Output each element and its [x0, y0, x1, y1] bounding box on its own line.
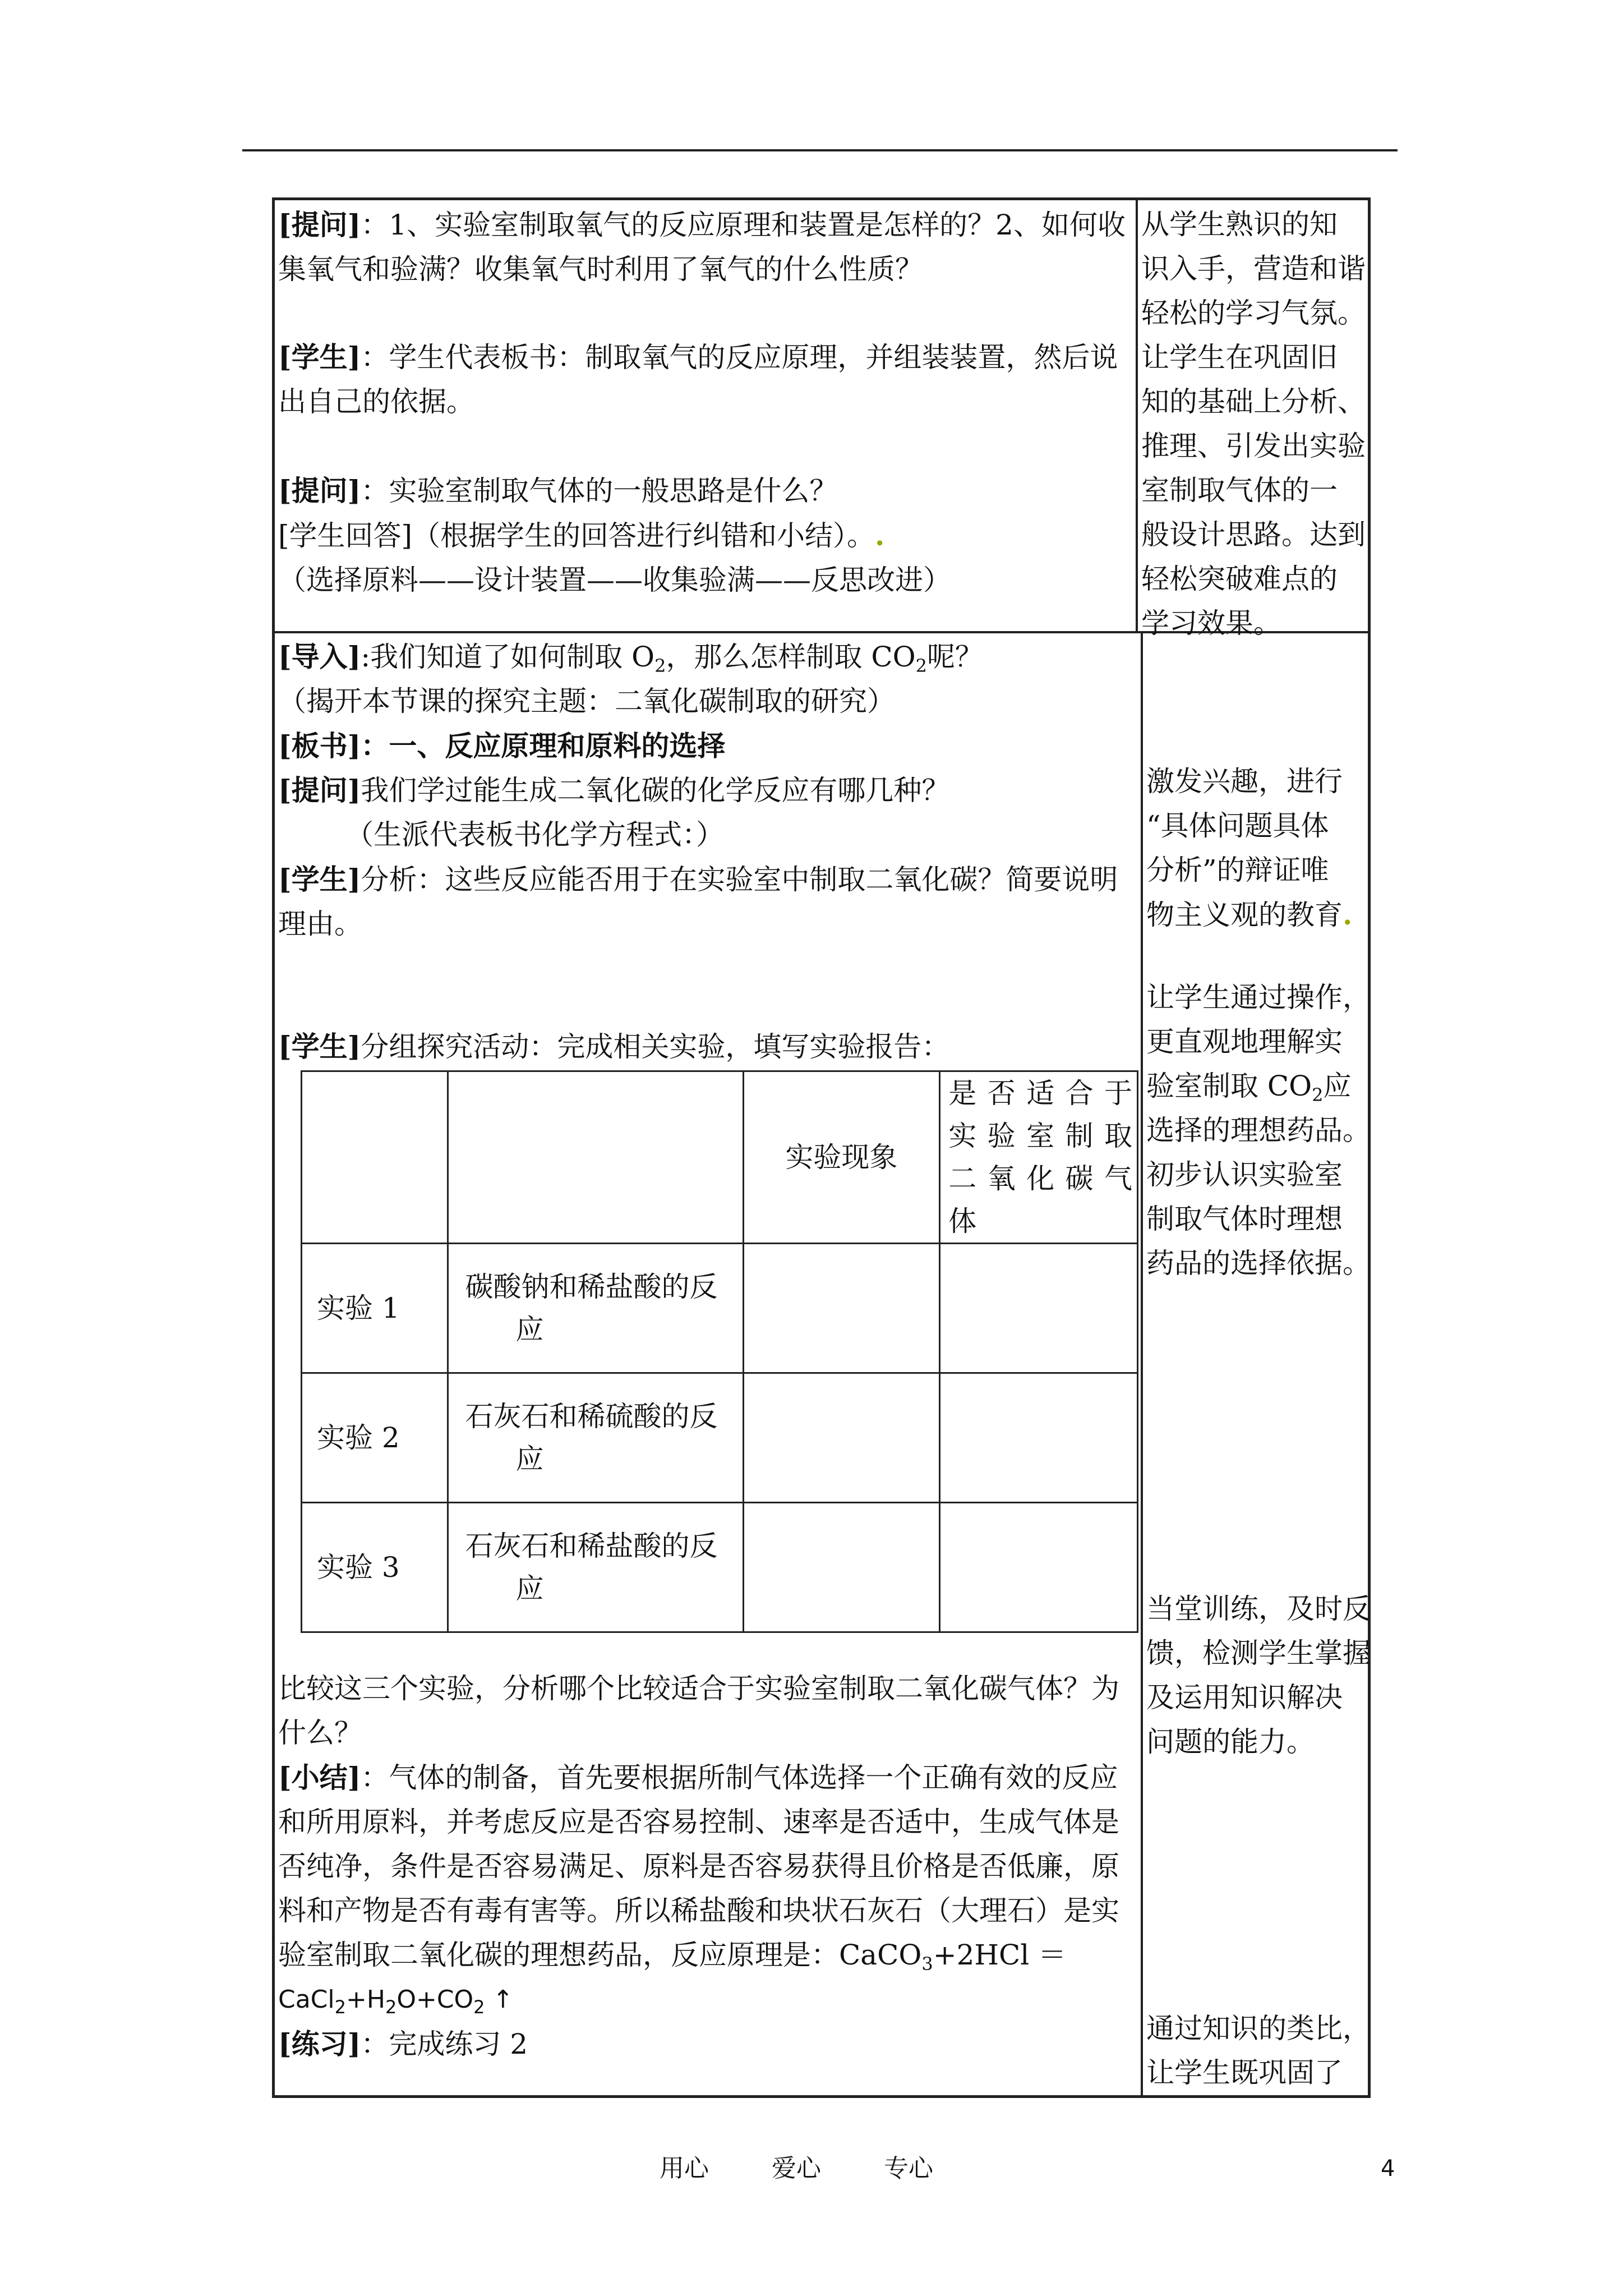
- text-line: （选择原料——设计装置——收集验满——反思改进）: [278, 564, 951, 596]
- text-line: 和所用原料，并考虑反应是否容易控制、速率是否适中，生成气体是: [278, 1806, 1119, 1838]
- suitable-blank[interactable]: [940, 1503, 1138, 1632]
- experiment-reaction: 石灰石和稀盐酸的反 应: [448, 1503, 743, 1632]
- suitable-blank[interactable]: [940, 1373, 1138, 1503]
- phenomenon-blank[interactable]: [743, 1503, 940, 1632]
- table-row-review: [275, 200, 1368, 639]
- table-row: [302, 1503, 1138, 1632]
- text-line: [学生]分析：这些反应能否用于在实验室中制取二氧化碳？简要说明: [278, 863, 1118, 896]
- table-cell: [448, 1071, 743, 1244]
- text-line: 理由。: [278, 908, 362, 940]
- text-line: [学生]：学生代表板书：制取氧气的反应原理，并组装装置，然后说: [278, 341, 1118, 374]
- side-line: 般设计思路。达到: [1141, 518, 1366, 551]
- phenomenon-blank[interactable]: [743, 1244, 940, 1373]
- text-line: [学生回答]（根据学生的回答进行纠错和小结）。.: [278, 519, 885, 552]
- side-line: 从学生熟识的知: [1141, 208, 1338, 241]
- text-line: [学生]分组探究活动：完成相关实验，填写实验报告：: [278, 1030, 950, 1063]
- text-line: [提问]：1、实验室制取氧气的反应原理和装置是怎样的？2、如何收: [278, 208, 1126, 241]
- side-line: 知的基础上分析、: [1141, 385, 1366, 418]
- side-line: 学习效果。: [1141, 607, 1281, 639]
- side-line: 更直观地理解实: [1146, 1025, 1343, 1058]
- side-line: 推理、引发出实验: [1141, 430, 1366, 462]
- experiment-name: 实验 2: [302, 1373, 448, 1503]
- side-line: 物主义观的教育.: [1146, 898, 1353, 931]
- table-row: [302, 1244, 1138, 1373]
- footer-motto: 专心: [884, 2154, 933, 2183]
- side-line: 问题的能力。: [1146, 1726, 1315, 1758]
- text-line: [板书]：一、反应原理和原料的选择: [278, 729, 726, 762]
- side-line: 轻松的学习气氛。: [1141, 297, 1366, 329]
- side-line: 识入手，营造和谐: [1141, 252, 1366, 285]
- side-line: 室制取气体的一: [1141, 474, 1338, 507]
- side-line: “具体问题具体: [1146, 809, 1329, 842]
- page-number: 4: [1381, 2156, 1395, 2182]
- text-line: [练习]：完成练习 2: [278, 2027, 528, 2060]
- equation-line: $CaCl_2+H_2O+CO_2$ ↑: [278, 1985, 514, 2018]
- side-line: 分析”的辩证唯: [1146, 854, 1329, 886]
- side-line: 制取气体时理想: [1146, 1203, 1343, 1235]
- experiment-name: 实验 3: [302, 1503, 448, 1632]
- side-line: 通过知识的类比，: [1146, 2012, 1371, 2045]
- side-line: 选择的理想药品。: [1146, 1114, 1371, 1147]
- experiment-reaction: 石灰石和稀硫酸的反 应: [448, 1373, 743, 1503]
- experiment-table: [301, 1070, 1138, 1633]
- text-line: 比较这三个实验，分析哪个比较适合于实验室制取二氧化碳气体？为: [278, 1672, 1119, 1705]
- text-line: 什么？: [278, 1717, 362, 1749]
- main-cell: [275, 200, 1138, 631]
- side-line: 让学生既巩固了: [1146, 2056, 1343, 2089]
- main-cell: [275, 633, 1143, 2095]
- side-cell: [1143, 633, 1371, 2095]
- footer-motto: 用心: [660, 2154, 709, 2183]
- lesson-plan-table: [272, 197, 1371, 2098]
- text-line: [导入]:我们知道了如何制取 $O_2$，那么怎样制取 $CO_2$呢？: [278, 640, 983, 677]
- text-line: [小结]：气体的制备，首先要根据所制气体选择一个正确有效的反应: [278, 1761, 1118, 1794]
- text-line: （生派代表板书化学方程式：）: [345, 818, 724, 851]
- side-line: 初步认识实验室: [1146, 1158, 1343, 1191]
- side-line: 让学生在巩固旧: [1141, 341, 1338, 374]
- experiment-reaction: 碳酸钠和稀盐酸的反 应: [448, 1244, 743, 1373]
- footer-motto: 爱心: [772, 2154, 821, 2183]
- side-line: 药品的选择依据。: [1146, 1247, 1371, 1280]
- text-line: 料和产物是否有毒有害等。所以稀盐酸和块状石灰石（大理石）是实: [278, 1894, 1119, 1927]
- text-line: （揭开本节课的探究主题：二氧化碳制取的研究）: [278, 685, 895, 717]
- text-line: 否纯净，条件是否容易满足、原料是否容易获得且价格是否低廉，原: [278, 1850, 1119, 1883]
- side-line: 及运用知识解决: [1146, 1681, 1343, 1714]
- header-suitable: 是 否 适 合 于 实 验 室 制 取 二 氧 化 碳 气 体: [940, 1071, 1138, 1244]
- text-line: 出自己的依据。: [278, 385, 474, 418]
- table-row-lesson: [275, 631, 1371, 2095]
- text-line: 集氧气和验满？收集氧气时利用了氧气的什么性质？: [278, 253, 923, 286]
- side-line: 激发兴趣，进行: [1146, 765, 1343, 798]
- table-cell: [302, 1071, 448, 1244]
- side-line: 让学生通过操作，: [1146, 981, 1371, 1014]
- text-line: 验室制取二氧化碳的理想药品，反应原理是：CaCO$_3$+2HCl ＝: [278, 1939, 1067, 1975]
- text-line: [提问]我们学过能生成二氧化碳的化学反应有哪几种？: [278, 774, 950, 807]
- experiment-name: 实验 1: [302, 1244, 448, 1373]
- table-row: [302, 1373, 1138, 1503]
- phenomenon-blank[interactable]: [743, 1373, 940, 1503]
- side-line: 验室制取 $CO_2$应: [1146, 1070, 1352, 1106]
- header-phenomenon: 实验现象: [743, 1071, 940, 1244]
- suitable-blank[interactable]: [940, 1244, 1138, 1373]
- side-line: 馈，检测学生掌握: [1146, 1637, 1371, 1669]
- text-line: [提问]：实验室制取气体的一般思路是什么？: [278, 474, 838, 507]
- table-header-row: [302, 1071, 1138, 1244]
- side-line: 当堂训练，及时反: [1146, 1593, 1371, 1625]
- side-line: 轻松突破难点的: [1141, 563, 1338, 595]
- header-rule: [242, 149, 1398, 151]
- side-cell: [1138, 200, 1368, 639]
